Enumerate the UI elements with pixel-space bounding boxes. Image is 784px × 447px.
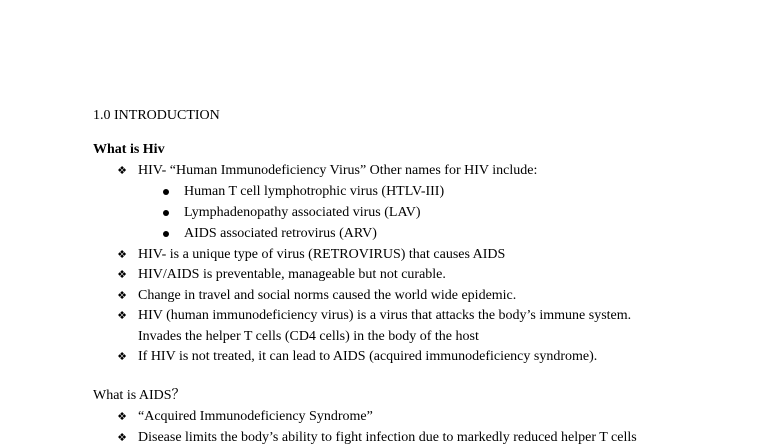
diamond-bullet-icon: ❖ — [117, 268, 127, 281]
diamond-bullet-icon: ❖ — [117, 289, 127, 302]
round-bullet-icon — [163, 231, 169, 237]
bullet-aids-definition: “Acquired Immunodeficiency Syndrome” — [138, 409, 373, 424]
subheading-what-is-hiv: What is Hiv — [93, 142, 165, 157]
sub-item-lav: Lymphadenopathy associated virus (LAV) — [184, 205, 421, 220]
bullet-retrovirus: HIV- is a unique type of virus (RETROVIRUS) that causes AIDS — [138, 247, 506, 262]
diamond-bullet-icon: ❖ — [117, 309, 127, 322]
bullet-immune-system-line1: HIV (human immunodeficiency virus) is a virus that attacks the body’s immune system. — [138, 308, 632, 323]
bullet-epidemic: Change in travel and social norms caused the world wide epidemic. — [138, 288, 517, 303]
subheading-what-is-aids: What is AIDS？ — [93, 388, 186, 403]
bullet-immune-system-line2: Invades the helper T cells (CD4 cells) in the body of the host — [138, 329, 479, 344]
diamond-bullet-icon: ❖ — [117, 164, 127, 177]
diamond-bullet-icon: ❖ — [117, 248, 127, 261]
bullet-untreated-hiv: If HIV is not treated, it can lead to AIDS (acquired immunodeficiency syndrome). — [138, 349, 598, 364]
sub-item-arv: AIDS associated retrovirus (ARV) — [184, 226, 377, 241]
sub-item-htlv: Human T cell lymphotrophic virus (HTLV-III) — [184, 184, 445, 199]
diamond-bullet-icon: ❖ — [117, 350, 127, 363]
section-heading-introduction: 1.0 INTRODUCTION — [93, 108, 220, 123]
bullet-preventable: HIV/AIDS is preventable, manageable but not curable. — [138, 267, 446, 282]
bullet-aids-disease: Disease limits the body’s ability to fight infection due to markedly reduced helper T cells — [138, 430, 637, 445]
diamond-bullet-icon: ❖ — [117, 431, 127, 444]
diamond-bullet-icon: ❖ — [117, 410, 127, 423]
bullet-hiv-definition: HIV- “Human Immunodeficiency Virus” Other names for HIV include: — [138, 163, 538, 178]
round-bullet-icon — [163, 189, 169, 195]
round-bullet-icon — [163, 210, 169, 216]
